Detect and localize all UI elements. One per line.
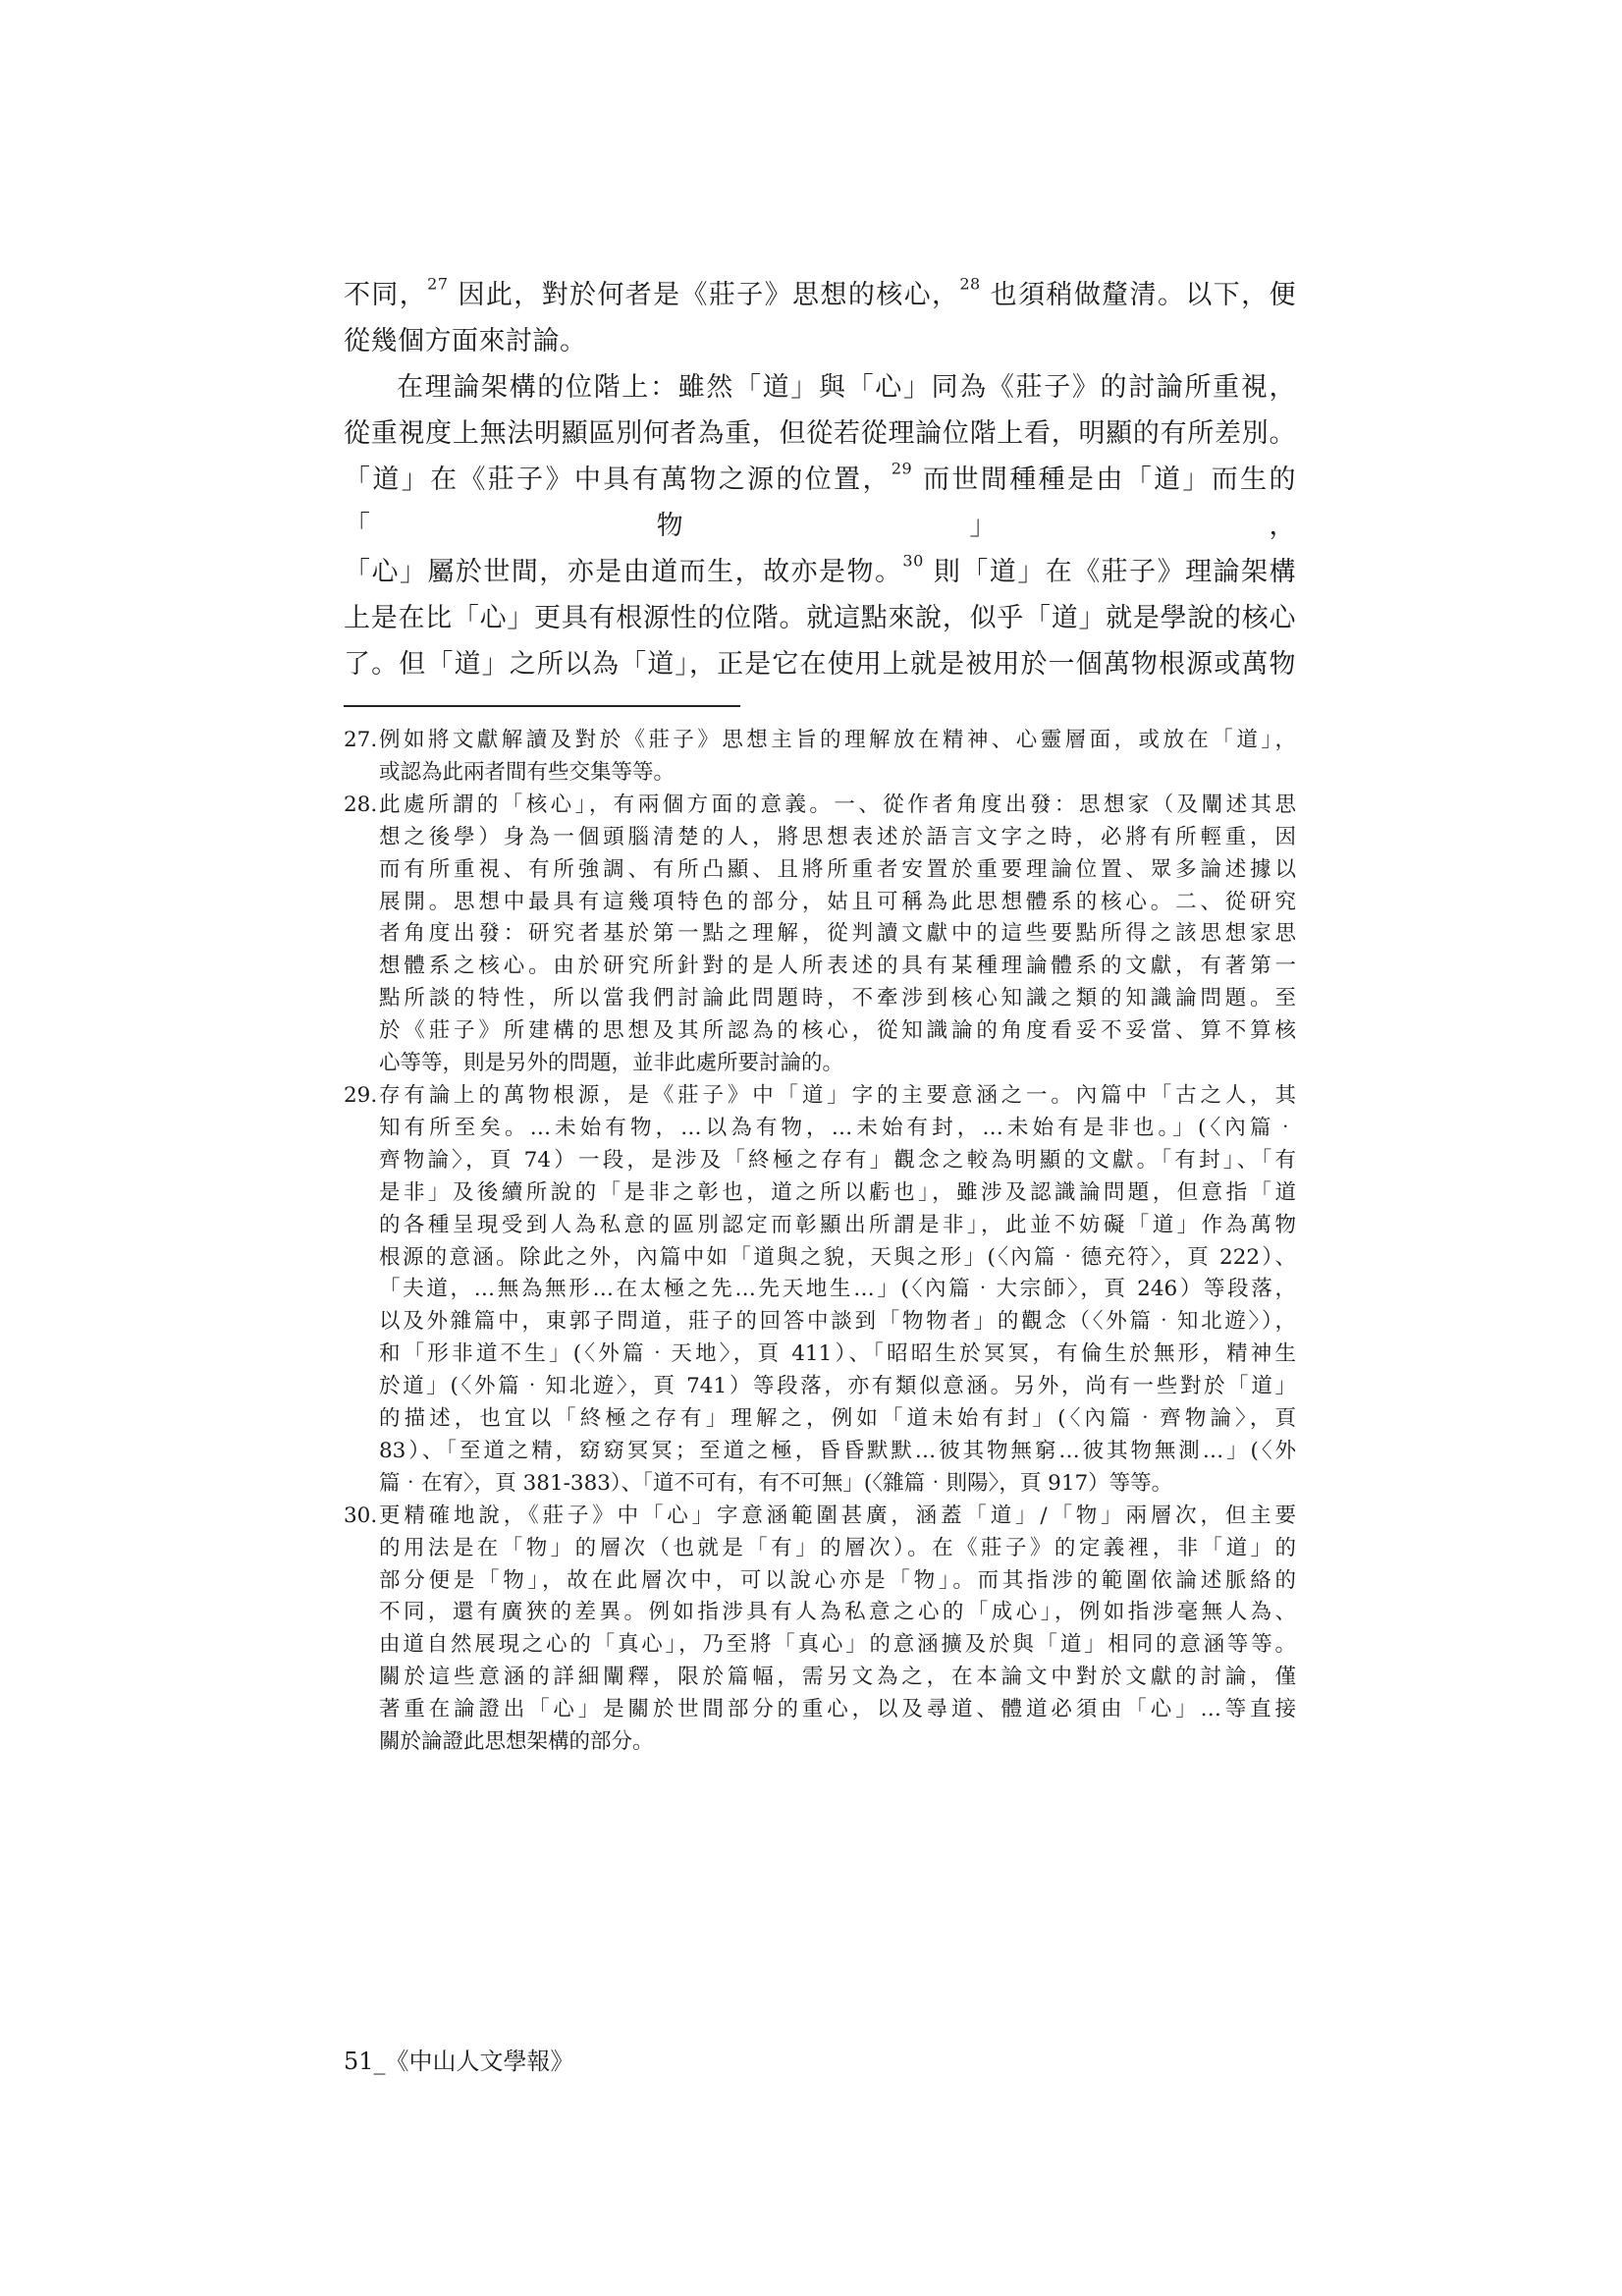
footnote-line: 「夫道，…無為無形…在太極之先…先天地生…」(〈內篇‧大宗師〉，頁 246）等段落， xyxy=(379,1277,1296,1302)
journal-name: _《中山人文學報》 xyxy=(373,2048,574,2075)
footnote-line: 於《莊子》所建構的思想及其所認為的核心，從知識論的角度看妥不妥當、算不算核 xyxy=(379,1018,1296,1044)
paragraph-2-line-1: 在理論架構的位階上：雖然「道」與「心」同為《莊子》的討論所重視， xyxy=(397,372,1296,403)
footnotes xyxy=(344,725,1296,1759)
footnote-line: 不同，還有廣狹的差異。例如指涉具有人為私意之心的「成心」，例如指涉毫無人為、 xyxy=(379,1600,1296,1625)
footnote-number: 29. xyxy=(344,1082,378,1108)
footnote-number: 27. xyxy=(344,728,378,752)
footnote-divider xyxy=(344,705,740,707)
paragraph-2-line-5: 上是在比「心」更具有根源性的位階。就這點來說，似乎「道」就是學說的核心 xyxy=(344,603,1296,633)
footnote-line: 的描述，也宜以「終極之存有」理解之，例如「道未始有封」(〈內篇‧齊物論〉，頁 xyxy=(379,1406,1296,1432)
footnote-number: 28. xyxy=(344,792,378,817)
footnote-number: 30. xyxy=(344,1503,378,1528)
footnote-line: 知有所至矣。…未始有物，…以為有物，…未始有封，…未始有是非也。」(〈內篇‧ xyxy=(379,1115,1296,1140)
footnote-line: 的各種呈現受到人為私意的區別認定而彰顯出所謂是非」，此並不妨礙「道」作為萬物 xyxy=(379,1212,1296,1237)
footnote-line: 的用法是在「物」的層次（也就是「有」的層次）。在《莊子》的定義裡，非「道」的 xyxy=(379,1535,1296,1560)
text-span: 而世間種種是由「道」而生的「物」， xyxy=(344,465,1296,541)
footnote-line: 於道」(〈外篇‧知北遊〉，頁 741）等段落，亦有類似意涵。另外，尚有一些對於「道」 xyxy=(379,1374,1296,1399)
footnote-27 xyxy=(344,725,1296,790)
footnote-ref-27[interactable]: 27 xyxy=(427,274,449,294)
text-span: 不同， xyxy=(344,280,428,310)
footnote-line: 關於論證此思想架構的部分。 xyxy=(379,1729,654,1755)
footnote-line: 例如將文獻解讀及對於《莊子》思想主旨的理解放在精神、心靈層面，或放在「道」， xyxy=(379,728,1296,752)
footnote-ref-28[interactable]: 28 xyxy=(959,274,981,294)
footnote-29 xyxy=(344,1080,1296,1501)
footnote-ref-29[interactable]: 29 xyxy=(891,459,913,478)
footnote-line: 展開。思想中最具有這幾項特色的部分，姑且可稱為此思想體系的核心。二、從研究 xyxy=(379,889,1296,914)
footnote-line: 部分便是「物」，故在此層次中，可以說心亦是「物」。而其指涉的範圍依論述脈絡的 xyxy=(379,1567,1296,1593)
footnote-line: 心等等，則是另外的問題，並非此處所要討論的。 xyxy=(379,1051,844,1076)
paragraph-1-line-1 xyxy=(344,272,1296,318)
footnote-line: 篇‧在宥〉，頁 381-383）、「道不可有，有不可無」(〈雜篇‧則陽〉，頁 917）等等。 xyxy=(379,1470,1173,1496)
paragraph-2-line-4 xyxy=(344,549,1296,595)
footnote-line: 和「形非道不生」(〈外篇‧天地〉，頁 411）、「昭昭生於冥冥，有倫生於無形，精神生 xyxy=(379,1341,1296,1367)
page-footer xyxy=(344,2047,574,2076)
footnote-line: 以及外雜篇中，東郭子問道，莊子的回答中談到「物物者」的觀念（〈外篇‧知北遊〉）， xyxy=(379,1309,1296,1335)
paragraph-1-line-2: 從幾個方面來討論。 xyxy=(344,326,587,356)
main-text xyxy=(344,272,1296,687)
paragraph-2-line-6: 了。但「道」之所以為「道」，正是它在使用上就是被用於一個萬物根源或萬物 xyxy=(344,649,1296,680)
paragraph-2-line-3 xyxy=(344,457,1296,549)
footnote-line: 而有所重視、有所強調、有所凸顯、且將所重者安置於重要理論位置、眾多論述據以 xyxy=(379,856,1296,882)
footnote-line: 想之後學）身為一個頭腦清楚的人，將思想表述於語言文字之時，必將有所輕重，因 xyxy=(379,824,1296,849)
footnote-line: 83）、「至道之精，窈窈冥冥；至道之極，昏昏默默…彼其物無窮…彼其物無測…」(〈外 xyxy=(379,1438,1296,1463)
footnote-line: 存有論上的萬物根源，是《莊子》中「道」字的主要意涵之一。內篇中「古之人，其 xyxy=(379,1082,1296,1108)
footnote-line: 此處所謂的「核心」，有兩個方面的意義。一、從作者角度出發：思想家（及闡述其思 xyxy=(379,792,1296,817)
footnote-28 xyxy=(344,790,1296,1080)
text-span: 「道」在《莊子》中具有萬物之源的位置， xyxy=(344,465,892,495)
text-span: 則「道」在《莊子》理論架構 xyxy=(923,557,1296,587)
footnote-30 xyxy=(344,1501,1296,1759)
footnote-line: 關於這些意涵的詳細闡釋，限於篇幅，需另文為之，在本論文中對於文獻的討論，僅 xyxy=(379,1665,1296,1690)
footnote-line: 更精確地說，《莊子》中「心」字意涵範圍甚廣，涵蓋「道」/「物」兩層次，但主要 xyxy=(379,1503,1296,1528)
footnote-line: 者角度出發：研究者基於第一點之理解，從判讀文獻中的這些要點所得之該思想家思 xyxy=(379,921,1296,947)
footnote-line: 點所談的特性，所以當我們討論此問題時，不牽涉到核心知識之類的知識論問題。至 xyxy=(379,986,1296,1011)
footnote-line: 想體系之核心。由於研究所針對的是人所表述的具有某種理論體系的文獻，有著第一 xyxy=(379,954,1296,979)
text-span: 因此，對於何者是《莊子》思想的核心， xyxy=(448,280,960,310)
footnote-line: 由道自然展現之心的「真心」，乃至將「真心」的意涵擴及於與「道」相同的意涵等等。 xyxy=(379,1632,1296,1658)
footnote-line: 或認為此兩者間有些交集等等。 xyxy=(379,759,676,785)
footnote-line: 是非」及後續所說的「是非之彰也，道之所以虧也」，雖涉及認識論問題，但意指「道 xyxy=(379,1179,1296,1205)
footnote-ref-30[interactable]: 30 xyxy=(902,551,924,571)
text-span: 也須稍做釐清。以下，便 xyxy=(980,280,1296,310)
page-number: 51 xyxy=(344,2048,374,2075)
footnote-line: 著重在論證出「心」是關於世間部分的重心，以及尋道、體道必須由「心」…等直接 xyxy=(379,1697,1296,1722)
paragraph-2-line-2: 從重視度上無法明顯區別何者為重，但從若從理論位階上看，明顯的有所差別。 xyxy=(344,418,1296,449)
text-span: 「心」屬於世間，亦是由道而生，故亦是物。 xyxy=(344,557,903,587)
footnote-line: 根源的意涵。除此之外，內篇中如「道與之貌，天與之形」(〈內篇‧德充符〉，頁 222）、 xyxy=(379,1244,1296,1270)
footnote-line: 齊物論〉，頁 74）一段，是涉及「終極之存有」觀念之較為明顯的文獻。「有封」、「有 xyxy=(379,1147,1296,1173)
